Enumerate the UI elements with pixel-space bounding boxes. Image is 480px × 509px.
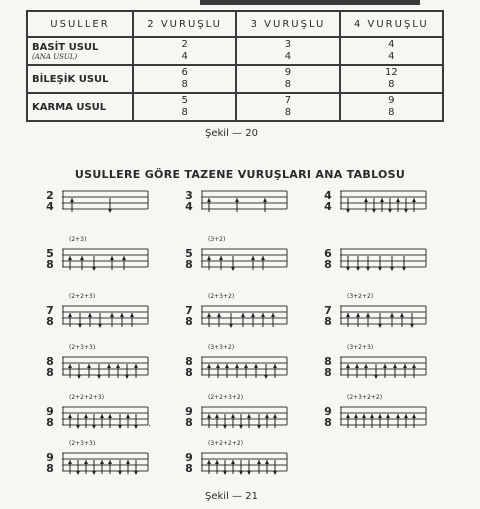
meter-cell [340,93,443,121]
up-stroke-arrow-icon [380,198,384,202]
table-row [27,93,443,121]
down-stroke-arrow-icon [223,471,227,475]
up-stroke-arrow-icon [122,256,126,260]
time-signature [44,190,56,212]
down-stroke-arrow-icon [239,471,243,475]
up-stroke-arrow-icon [383,364,387,368]
up-stroke-arrow-icon [207,313,211,317]
up-stroke-arrow-icon [225,364,229,368]
time-signature-bottom: 8 [185,258,193,271]
tab-staff [62,404,150,434]
up-stroke-arrow-icon [265,460,269,464]
up-stroke-arrow-icon [84,414,88,418]
up-stroke-arrow-icon [412,364,416,368]
caption-sekil-20: Şekil — 20 [205,128,258,139]
up-stroke-arrow-icon [87,364,91,368]
time-signature-top: 9 [46,451,54,464]
header-3-vuruslu: 3 VURUŞLU [236,11,339,37]
tab-staff [62,188,150,218]
beat-grouping: (3+2+2+2) [208,440,244,447]
up-stroke-arrow-icon [215,414,219,418]
down-stroke-arrow-icon [92,267,96,271]
up-stroke-arrow-icon [134,364,138,368]
up-stroke-arrow-icon [364,198,368,202]
down-stroke-arrow-icon [118,425,122,429]
time-signature-top: 4 [324,189,332,202]
up-stroke-arrow-icon [110,313,114,317]
down-stroke-arrow-icon [125,375,129,379]
up-stroke-arrow-icon [108,414,112,418]
time-signature-top: 8 [324,355,332,368]
up-stroke-arrow-icon [235,364,239,368]
up-stroke-arrow-icon [251,256,255,260]
up-stroke-arrow-icon [403,364,407,368]
up-stroke-arrow-icon [219,256,223,260]
beat-grouping: (3+2) [208,236,226,243]
time-signature-top: 7 [46,304,54,317]
up-stroke-arrow-icon [207,460,211,464]
time-signature [183,406,195,428]
time-signature-top: 8 [46,355,54,368]
meter-cell [236,93,339,121]
down-stroke-arrow-icon [231,267,235,271]
time-signature-bottom: 8 [46,315,54,328]
meter-bottom: 8 [388,79,395,90]
rhythm-pattern [44,236,154,298]
time-signature-top: 6 [324,247,332,260]
down-stroke-arrow-icon [118,471,122,475]
down-stroke-arrow-icon [108,209,112,213]
rhythm-pattern [44,190,154,240]
down-stroke-arrow-icon [223,425,227,429]
meter-cell [236,37,339,65]
up-stroke-arrow-icon [207,414,211,418]
down-stroke-arrow-icon [372,209,376,213]
down-stroke-arrow-icon [92,425,96,429]
down-stroke-arrow-icon [346,267,350,271]
caption-sekil-21: Şekil — 21 [205,491,258,502]
time-signature [44,248,56,270]
meter-bottom: 8 [284,107,292,118]
down-stroke-arrow-icon [264,375,268,379]
table-row [27,37,443,65]
time-signature [44,406,56,428]
down-stroke-arrow-icon [388,209,392,213]
rhythm-pattern [183,190,293,240]
time-signature-top: 2 [46,189,54,202]
down-stroke-arrow-icon [229,324,233,328]
down-stroke-arrow-icon [273,471,277,475]
up-stroke-arrow-icon [70,198,74,202]
meter-top: 5 [181,95,188,106]
tab-staff [340,354,428,384]
usul-table-header [27,11,443,37]
time-signature-bottom: 8 [185,315,193,328]
time-signature-top: 7 [185,304,193,317]
beat-grouping: (3+2+3) [347,344,374,351]
beat-grouping: (2+3+2) [208,293,235,300]
up-stroke-arrow-icon [251,313,255,317]
time-signature-bottom: 4 [46,200,54,213]
down-stroke-arrow-icon [378,324,382,328]
tab-staff [201,354,289,384]
meter-top: 9 [388,95,395,106]
meter-top: 12 [384,67,398,78]
up-stroke-arrow-icon [390,313,394,317]
tab-staff [201,450,289,480]
up-stroke-arrow-icon [254,364,258,368]
down-stroke-arrow-icon [134,425,138,429]
up-stroke-arrow-icon [235,198,239,202]
up-stroke-arrow-icon [110,256,114,260]
up-stroke-arrow-icon [217,313,221,317]
rhythm-pattern [322,248,432,298]
time-signature-top: 9 [185,451,193,464]
up-stroke-arrow-icon [261,313,265,317]
row-label-karma: KARMA USUL [27,93,133,121]
time-signature [322,356,334,378]
time-signature [322,248,334,270]
up-stroke-arrow-icon [273,414,277,418]
up-stroke-arrow-icon [215,460,219,464]
tab-staff [340,303,428,333]
down-stroke-arrow-icon [404,209,408,213]
time-signature-bottom: 8 [324,258,332,271]
up-stroke-arrow-icon [404,414,408,418]
up-stroke-arrow-icon [241,313,245,317]
time-signature-bottom: 4 [185,200,193,213]
beat-grouping: (2+2+2+3) [69,394,105,401]
up-stroke-arrow-icon [68,364,72,368]
time-signature-bottom: 8 [46,258,54,271]
tab-staff [201,246,289,276]
up-stroke-arrow-icon [68,414,72,418]
beat-grouping: (2+3+2+2) [347,394,383,401]
down-stroke-arrow-icon [410,324,414,328]
rhythm-pattern [44,440,154,502]
up-stroke-arrow-icon [107,364,111,368]
beat-grouping: (2+3+3) [69,440,96,447]
up-stroke-arrow-icon [378,414,382,418]
down-stroke-arrow-icon [346,209,350,213]
up-stroke-arrow-icon [120,313,124,317]
rhythm-pattern [183,293,293,355]
down-stroke-arrow-icon [366,267,370,271]
meter-bottom: 8 [388,107,395,118]
meter-top: 7 [284,95,292,106]
down-stroke-arrow-icon [378,267,382,271]
time-signature-bottom: 8 [324,366,332,379]
up-stroke-arrow-icon [265,414,269,418]
time-signature-top: 3 [185,189,193,202]
time-signature [183,452,195,474]
down-stroke-arrow-icon [76,471,80,475]
meter-top: 3 [284,39,292,50]
meter-cell [340,37,443,65]
rhythm-pattern [44,293,154,355]
up-stroke-arrow-icon [400,313,404,317]
meter-bottom: 4 [284,51,292,62]
row-label-basit [27,37,133,65]
up-stroke-arrow-icon [88,313,92,317]
time-signature-bottom: 8 [185,462,193,475]
rhythm-pattern [322,293,432,355]
time-signature-top: 7 [324,304,332,317]
meter-bottom: 8 [181,79,188,90]
top-rule [200,0,420,5]
row-label-bilesik: BİLEŞİK USUL [27,65,133,93]
up-stroke-arrow-icon [257,460,261,464]
tab-staff [201,303,289,333]
tab-staff [201,188,289,218]
up-stroke-arrow-icon [80,256,84,260]
rhythm-pattern [44,394,154,456]
time-signature [322,406,334,428]
down-stroke-arrow-icon [257,425,261,429]
meter-bottom: 4 [181,51,188,62]
up-stroke-arrow-icon [216,364,220,368]
rhythm-pattern [183,394,293,456]
down-stroke-arrow-icon [239,425,243,429]
meter-cell [133,93,236,121]
meter-bottom: 4 [388,51,395,62]
up-stroke-arrow-icon [244,364,248,368]
row-sublabel: (ANA USUL) [32,52,78,61]
up-stroke-arrow-icon [412,198,416,202]
page-title: USULLERE GÖRE TAZENE VURUŞLARI ANA TABLOSU [74,168,406,181]
up-stroke-arrow-icon [346,414,350,418]
down-stroke-arrow-icon [390,267,394,271]
row-label-text: BASİT USUL [32,41,99,53]
down-stroke-arrow-icon [76,425,80,429]
table-row [27,65,443,93]
time-signature-top: 5 [46,247,54,260]
up-stroke-arrow-icon [346,313,350,317]
up-stroke-arrow-icon [355,364,359,368]
up-stroke-arrow-icon [364,364,368,368]
down-stroke-arrow-icon [149,425,150,429]
time-signature-top: 9 [46,405,54,418]
down-stroke-arrow-icon [77,375,81,379]
header-usuller: USULLER [27,11,133,37]
time-signature [183,190,195,212]
beat-grouping: (2+2+3+2) [208,394,244,401]
up-stroke-arrow-icon [100,414,104,418]
down-stroke-arrow-icon [134,471,138,475]
meter-top: 6 [181,67,188,78]
time-signature [183,248,195,270]
up-stroke-arrow-icon [370,414,374,418]
up-stroke-arrow-icon [207,198,211,202]
up-stroke-arrow-icon [207,364,211,368]
up-stroke-arrow-icon [68,460,72,464]
rhythm-pattern [322,394,432,456]
up-stroke-arrow-icon [84,460,88,464]
meter-cell [133,37,236,65]
down-stroke-arrow-icon [374,375,378,379]
beat-grouping: (3+3+2) [208,344,235,351]
up-stroke-arrow-icon [396,414,400,418]
time-signature [44,356,56,378]
up-stroke-arrow-icon [362,414,366,418]
beat-grouping: (3+2+2) [347,293,374,300]
beat-grouping: (2+3) [69,236,87,243]
meter-bottom: 8 [181,107,188,118]
time-signature-bottom: 8 [46,366,54,379]
up-stroke-arrow-icon [126,460,130,464]
time-signature-top: 8 [185,355,193,368]
meter-cell [133,65,236,93]
up-stroke-arrow-icon [261,256,265,260]
up-stroke-arrow-icon [396,198,400,202]
header-2-vuruslu: 2 VURUŞLU [133,11,236,37]
time-signature [322,190,334,212]
meter-top: 4 [388,39,395,50]
up-stroke-arrow-icon [366,313,370,317]
time-signature-bottom: 8 [185,416,193,429]
up-stroke-arrow-icon [68,256,72,260]
up-stroke-arrow-icon [412,414,416,418]
up-stroke-arrow-icon [68,313,72,317]
up-stroke-arrow-icon [356,313,360,317]
time-signature-bottom: 4 [324,200,332,213]
up-stroke-arrow-icon [207,256,211,260]
time-signature-top: 9 [185,405,193,418]
tab-staff [201,404,289,434]
down-stroke-arrow-icon [78,324,82,328]
up-stroke-arrow-icon [346,364,350,368]
up-stroke-arrow-icon [354,414,358,418]
beat-grouping: (2+3+3) [69,344,96,351]
beat-grouping: (2+2+3) [69,293,96,300]
time-signature [322,305,334,327]
meter-bottom: 8 [284,79,292,90]
tab-staff [340,246,428,276]
time-signature-top: 9 [324,405,332,418]
rhythm-pattern [322,190,432,240]
time-signature-bottom: 8 [324,416,332,429]
time-signature-bottom: 8 [46,462,54,475]
up-stroke-arrow-icon [271,313,275,317]
up-stroke-arrow-icon [231,414,235,418]
time-signature [44,452,56,474]
time-signature-bottom: 8 [324,315,332,328]
up-stroke-arrow-icon [386,414,390,418]
tab-staff [62,354,150,384]
down-stroke-arrow-icon [356,267,360,271]
rhythm-pattern [183,236,293,298]
up-stroke-arrow-icon [116,364,120,368]
up-stroke-arrow-icon [130,313,134,317]
time-signature-bottom: 8 [185,366,193,379]
usul-table [26,10,444,122]
up-stroke-arrow-icon [231,460,235,464]
time-signature [183,305,195,327]
down-stroke-arrow-icon [98,324,102,328]
meter-top: 2 [181,39,188,50]
time-signature-top: 5 [185,247,193,260]
up-stroke-arrow-icon [393,364,397,368]
tab-staff [340,404,428,434]
down-stroke-arrow-icon [402,267,406,271]
meter-cell [236,65,339,93]
up-stroke-arrow-icon [108,460,112,464]
up-stroke-arrow-icon [273,364,277,368]
up-stroke-arrow-icon [247,414,251,418]
down-stroke-arrow-icon [92,471,96,475]
meter-cell [340,65,443,93]
up-stroke-arrow-icon [263,198,267,202]
up-stroke-arrow-icon [100,460,104,464]
down-stroke-arrow-icon [247,471,251,475]
down-stroke-arrow-icon [97,375,101,379]
tab-staff [62,450,150,480]
header-4-vuruslu: 4 VURUŞLU [340,11,443,37]
tab-staff [340,188,428,218]
time-signature-bottom: 8 [46,416,54,429]
time-signature [183,356,195,378]
tab-staff [62,246,150,276]
up-stroke-arrow-icon [126,414,130,418]
meter-top: 9 [284,67,292,78]
tab-staff [62,303,150,333]
time-signature [44,305,56,327]
